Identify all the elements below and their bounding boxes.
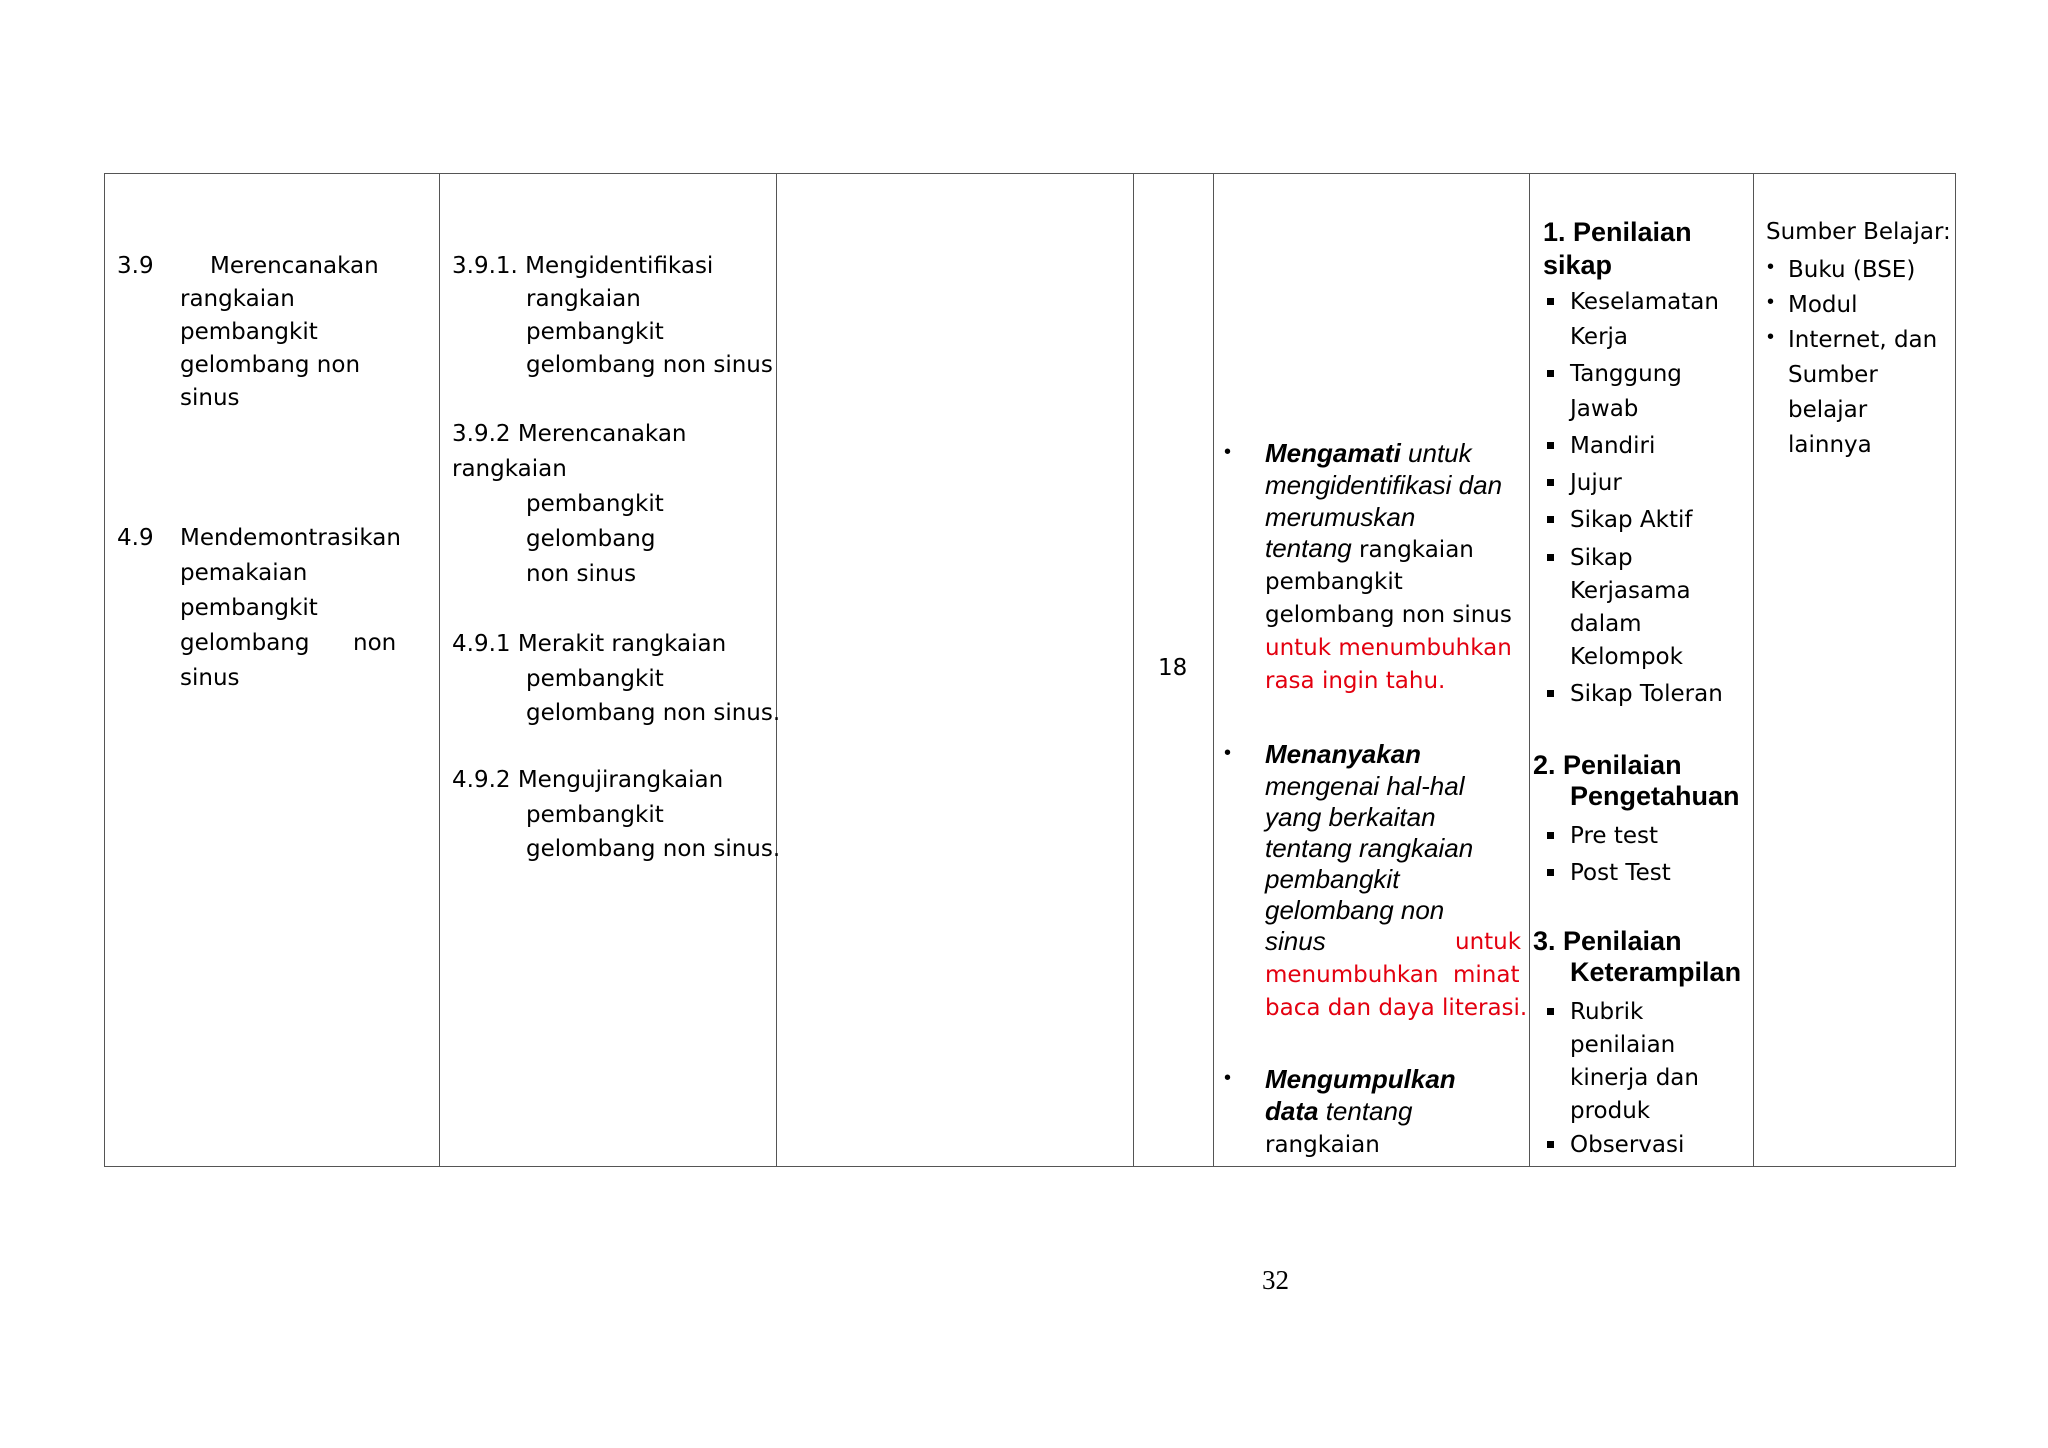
section-heading: sikap [1543,250,1613,280]
kegiatan-text: mengenai hal-hal [1265,771,1465,801]
section-heading: 2. Penilaian [1533,750,1682,780]
kegiatan-text: yang berkaitan [1265,802,1436,832]
square-bullet-icon [1547,1008,1554,1015]
kegiatan-text: pembangkit [1265,864,1400,894]
assessment-item: dalam [1570,611,1642,637]
kegiatan-text: rangkaian [1265,1132,1380,1158]
indikator-text: 3.9.2 Merencanakan [452,421,687,447]
indikator-text: 4.9.2 Mengujirangkaian [452,767,724,793]
square-bullet-icon [1547,1141,1554,1148]
sumber-item: Buku (BSE) [1788,257,1916,283]
kd-text: gelombang [180,630,310,656]
kegiatan-text: pembangkit [1265,569,1403,595]
kegiatan-note: baca dan daya literasi. [1265,995,1528,1021]
indikator-text: non sinus [526,561,637,587]
kegiatan-step: Menanyakan [1265,739,1422,769]
kegiatan-note: menumbuhkan [1265,962,1439,988]
kd-number: 4.9 [117,525,154,551]
kegiatan-text: gelombang non [1265,895,1445,925]
kegiatan-step: Mengamati [1265,438,1401,468]
column-divider [1529,173,1530,1167]
assessment-item: Post Test [1570,860,1671,886]
kd-text: non [353,630,397,656]
section-heading: Keterampilan [1570,957,1742,987]
kegiatan-note: untuk menumbuhkan [1265,635,1512,661]
column-divider [1753,173,1754,1167]
kd-text: pembangkit [180,319,318,345]
page-number: 32 [1262,1265,1289,1295]
indikator-text: pembangkit [526,319,664,345]
square-bullet-icon [1547,554,1554,561]
kegiatan-note: untuk [1455,929,1522,955]
assessment-item: Tanggung [1570,361,1682,387]
assessment-item: Jawab [1570,396,1639,422]
bullet: • [1224,1067,1232,1089]
bullet: • [1224,441,1232,463]
indikator-text: gelombang non sinus. [526,700,781,726]
column-divider [776,173,777,1167]
indikator-text: rangkaian [452,456,567,482]
kegiatan-note: rasa ingin tahu. [1265,668,1446,694]
column-divider [1213,173,1214,1167]
assessment-item: Observasi [1570,1132,1685,1158]
assessment-item: produk [1570,1098,1651,1124]
column-divider [439,173,440,1167]
assessment-item: Sikap Aktif [1570,507,1693,533]
assessment-item: Sikap [1570,545,1633,571]
square-bullet-icon [1547,832,1554,839]
sumber-title: Sumber Belajar: [1766,219,1951,245]
kd-text: sinus [180,665,240,691]
kd-text: gelombang non [180,352,361,378]
kegiatan-text: tentang rangkaian [1265,833,1474,863]
kegiatan-text: sinus [1265,926,1326,956]
indikator-text: gelombang non sinus. [526,836,781,862]
kegiatan-line [1265,438,1472,469]
square-bullet-icon [1547,442,1554,449]
indikator-text: 3.9.1. Mengidentifikasi [452,253,714,279]
assessment-item: Kerja [1570,324,1629,350]
assessment-item: Pre test [1570,823,1659,849]
kd-text: sinus [180,385,240,411]
kegiatan-text: rangkaian [1351,537,1474,563]
kegiatan-line [1265,533,1474,567]
bullet: • [1767,326,1775,348]
sumber-item: Sumber [1788,362,1878,388]
kd-text: rangkaian [180,286,295,312]
kegiatan-step: Mengumpulkan [1265,1064,1456,1094]
indikator-text: rangkaian [526,286,641,312]
indikator-text: pembangkit [526,802,664,828]
square-bullet-icon [1547,516,1554,523]
square-bullet-icon [1547,690,1554,697]
bullet: • [1224,742,1232,764]
alokasi-waktu: 18 [1158,655,1188,681]
assessment-item: Rubrik [1570,999,1644,1025]
assessment-item: kinerja dan [1570,1065,1699,1091]
kd-text: pemakaian [180,560,308,586]
assessment-item: Kelompok [1570,644,1683,670]
square-bullet-icon [1547,370,1554,377]
assessment-item: Sikap Toleran [1570,681,1723,707]
square-bullet-icon [1547,479,1554,486]
kegiatan-text: mengidentifikasi dan [1265,470,1503,500]
section-heading: 1. Penilaian [1543,217,1692,247]
kegiatan-text: gelombang non sinus [1265,602,1512,628]
kegiatan-text: untuk [1400,438,1472,468]
square-bullet-icon [1547,869,1554,876]
section-heading: 3. Penilaian [1533,926,1682,956]
square-bullet-icon [1547,298,1554,305]
bullet: • [1767,256,1775,278]
indikator-text: gelombang [526,526,656,552]
kd-text: pembangkit [180,595,318,621]
indikator-text: 4.9.1 Merakit rangkaian [452,631,727,657]
assessment-item: penilaian [1570,1032,1676,1058]
sumber-item: belajar [1788,397,1868,423]
kegiatan-text: merumuskan [1265,502,1416,532]
indikator-text: gelombang non sinus [526,352,773,378]
kegiatan-note: minat [1453,962,1520,988]
assessment-item: Mandiri [1570,433,1656,459]
assessment-item: Kerjasama [1570,578,1691,604]
indikator-text: pembangkit [526,491,664,517]
indikator-text: pembangkit [526,666,664,692]
assessment-item: Jujur [1570,470,1622,496]
kegiatan-text: tentang [1265,533,1352,563]
sumber-item: Internet, dan [1788,327,1938,353]
kd-text: Mendemontrasikan [180,525,401,551]
kegiatan-step: data [1265,1096,1319,1126]
sumber-item: Modul [1788,292,1858,318]
kd-number: 3.9 [117,253,154,279]
bullet: • [1767,291,1775,313]
column-divider [1133,173,1134,1167]
kd-text: Merencanakan [210,253,379,279]
assessment-item: Keselamatan [1570,289,1719,315]
kegiatan-text: tentang [1318,1096,1413,1126]
section-heading: Pengetahuan [1570,781,1740,811]
sumber-item: lainnya [1788,432,1872,458]
kegiatan-line [1265,1096,1412,1127]
